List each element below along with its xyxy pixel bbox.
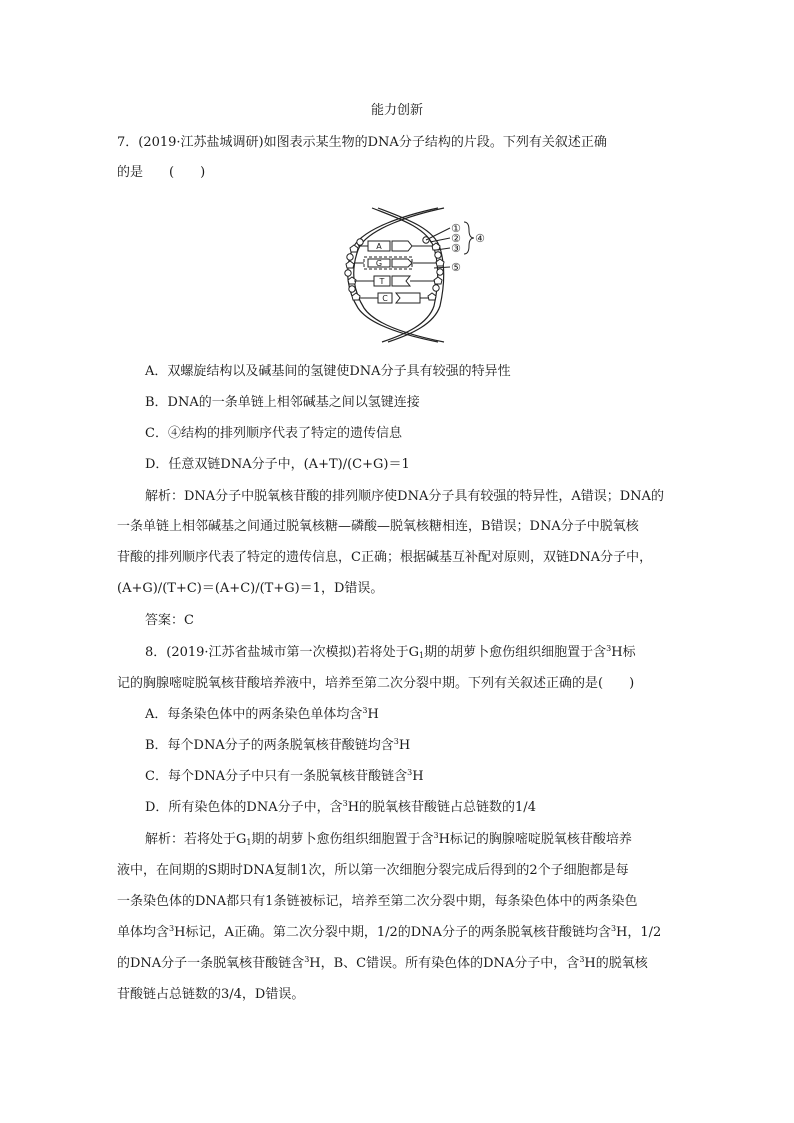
q7-analysis-line-3: 苷酸的排列顺序代表了特定的遗传信息，C正确；根据碱基互补配对原则，双链DNA分子中， xyxy=(117,550,653,565)
dna-structure-figure xyxy=(338,200,488,345)
q8-option-c: C．每个DNA分子中只有一条脱氧核苷酸链含$^3$H xyxy=(145,768,424,784)
base-label-t: T xyxy=(379,277,385,286)
base-label-g: G xyxy=(375,259,383,268)
q8-option-a: A．每条染色体中的两条染色单体均含$^3$H xyxy=(145,706,379,722)
q7-analysis-line-1: 解析：DNA分子中脱氧核苷酸的排列顺序使DNA分子具有较强的特异性，A错误；DNA的 xyxy=(145,489,664,504)
callout-4: ④ xyxy=(475,232,485,245)
base-label-a: A xyxy=(376,242,382,251)
q7-analysis-line-4: (A+G)/(T+C)＝(A+C)/(T+G)＝1，D错误。 xyxy=(117,581,384,596)
callout-3: ③ xyxy=(451,242,461,255)
q8-analysis-line-5: 的DNA分子一条脱氧核苷酸链含$^3$H，B、C错误。所有染色体的DNA分子中，含$^3$H的脱氧核 xyxy=(117,955,648,971)
q8-option-b: B．每个DNA分子的两条脱氧核苷酸链均含$^3$H xyxy=(145,737,411,753)
base-label-c: C xyxy=(382,294,388,303)
q7-stem-line-2: 的是 ( ) xyxy=(117,165,206,180)
q8-analysis-line-3: 一条染色体的DNA都只有1条链被标记，培养至第二次分裂中期，每条染色体中的两条染色 xyxy=(117,894,638,909)
q8-stem-line-2: 记的胸腺嘧啶脱氧核苷酸培养液中，培养至第二次分裂中期。下列有关叙述正确的是( ) xyxy=(117,676,635,691)
callout-1: ① xyxy=(451,222,461,235)
q8-option-d: D．所有染色体的DNA分子中，含$^3$H的脱氧核苷酸链占总链数的1/4 xyxy=(145,799,536,815)
q7-stem-line-1: 7．(2019·江苏盐城调研)如图表示某生物的DNA分子结构的片段。下列有关叙述正确 xyxy=(117,135,607,150)
q7-option-d: D．任意双链DNA分子中，(A+T)/(C+G)＝1 xyxy=(145,457,410,472)
q8-analysis-line-2: 液中，在间期的S期时DNA复制1次，所以第一次细胞分裂完成后得到的2个子细胞都是每 xyxy=(117,863,629,878)
q7-option-c: C．④结构的排列顺序代表了特定的遗传信息 xyxy=(145,426,402,441)
q7-analysis-line-2: 一条单链上相邻碱基之间通过脱氧核糖—磷酸—脱氧核糖相连，B错误；DNA分子中脱氧核 xyxy=(117,519,639,534)
q7-answer: 答案：C xyxy=(145,613,194,628)
q8-analysis-line-6: 苷酸链占总链数的3/4，D错误。 xyxy=(117,987,305,1002)
q8-analysis-line-1: 解析：若将处于$G_1$期的胡萝卜愈伤组织细胞置于含$^3$H标记的胸腺嘧啶脱氧核苷酸培养 xyxy=(145,831,632,847)
section-title: 能力创新 xyxy=(370,103,423,118)
callout-5: ⑤ xyxy=(451,261,461,274)
q7-option-b: B．DNA的一条单链上相邻碱基之间以氢键连接 xyxy=(145,395,420,410)
q8-stem-line-1: 8．(2019·江苏省盐城市第一次模拟)若将处于$G_1$期的胡萝卜愈伤组织细胞置于含$^3$H标 xyxy=(145,644,636,660)
q8-analysis-line-4: 单体均含$^3$H标记，A正确。第二次分裂中期，1/2的DNA分子的两条脱氧核苷酸链均含$^3$H，1/2 xyxy=(117,924,662,940)
q7-option-a: A．双螺旋结构以及碱基间的氢键使DNA分子具有较强的特异性 xyxy=(145,364,511,379)
callout-2: ② xyxy=(451,232,461,245)
